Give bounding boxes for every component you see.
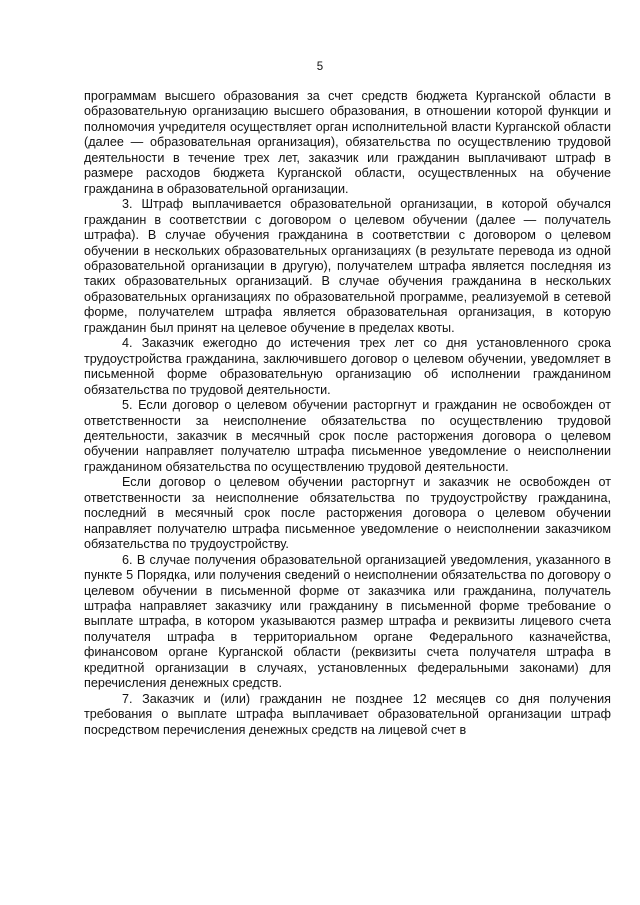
paragraph-continuation: программам высшего образования за счет средств бюджета Курганской области в образовательную организацию высшего образования, в отношении которой функции и полномочия учредителя осуществляет орган исполнительной власти Курганской области (далее — образовательная организация), обязательства по осуществлению трудовой деятельности в течение трех лет, заказчик или гражданин выплачивают штраф в размере расходов бюджета Курганской области, осуществленных на обучение гражданина в образовательной организации. xyxy=(84,89,611,196)
paragraph-item-7: 7. Заказчик и (или) гражданин не позднее 12 месяцев со дня получения требования о выплате штрафа выплачивает образовательной организации штраф посредством перечисления денежных средств на лицевой счет в xyxy=(84,691,611,737)
paragraph-item-4: 4. Заказчик ежегодно до истечения трех лет со дня установленного срока трудоустройства гражданина, заключившего договор о целевом обучении, уведомляет в письменной форме образовательную организацию об исполнении гражданином обязательства по трудовой деятельности. xyxy=(84,336,611,397)
paragraph-item-5: 5. Если договор о целевом обучении расторгнут и гражданин не освобожден от ответственности за неисполнение обязательства по осуществлению трудовой деятельности, заказчик в месячный срок после расторжения договора о целевом обучении направляет получателю штрафа письменное уведомление о неисполнении гражданином обязательства по осуществлению трудовой деятельности. xyxy=(84,398,611,474)
page-number: 5 xyxy=(316,61,324,73)
paragraph-item-5-continued: Если договор о целевом обучении расторгнут и заказчик не освобожден от ответственности за неисполнение обязательства по трудоустройству гражданина, последний в месячный срок после расторжения договора о целевом обучении направляет получателю штрафа письменное уведомление о неисполнении заказчиком обязательства по трудоустройству. xyxy=(84,475,611,552)
document-body xyxy=(84,89,611,738)
paragraph-item-3: 3. Штраф выплачивается образовательной организации, в которой обучался гражданин в соответствии с договором о целевом обучении (далее — получатель штрафа). В случае обучения гражданина в соответствии с договором о целевом обучении в нескольких образовательных организациях (в результате перевода из одной образовательной организации в другую), получателем штрафа является последняя из таких образовательных организаций. В случае обучения гражданина в нескольких образовательных организациях по образовательной программе, реализуемой в сетевой форме, получателем штрафа является образовательная организация, в которую гражданин был принят на целевое обучение в пределах квоты. xyxy=(84,197,611,335)
paragraph-item-6: 6. В случае получения образовательной организацией уведомления, указанного в пункте 5 Порядка, или получения сведений о неисполнении обязательства по договору о целевом обучении в письменной форме от заказчика или гражданина, получатель штрафа направляет заказчику или гражданину в письменной форме требование о выплате штрафа, в котором указываются размер штрафа и реквизиты лицевого счета получателя штрафа в территориальном органе Федерального казначейства, финансовом органе Курганской области (реквизиты счета получателя штрафа в кредитной организации в случаях, установленных федеральными законами) для перечисления денежных средств. xyxy=(84,552,611,691)
